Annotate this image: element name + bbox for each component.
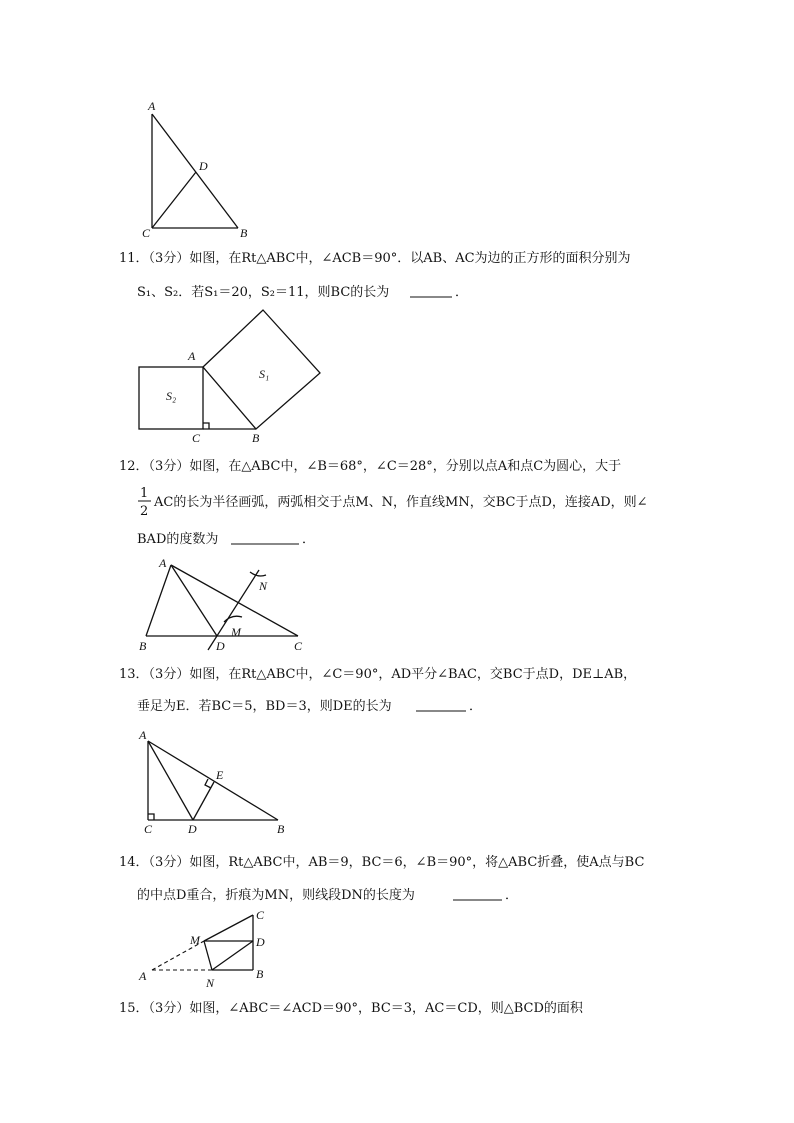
- segment-ad: [148, 741, 193, 820]
- segment-ab: [148, 741, 278, 820]
- label-d: D: [256, 935, 265, 949]
- label-b: B: [240, 226, 248, 240]
- label-m: M: [231, 625, 241, 639]
- segment-ad: [171, 565, 217, 636]
- label-b: B: [139, 639, 147, 653]
- q11-line2: S₁、S₂．若S₁＝20，S₂＝11，则BC的长为: [137, 285, 390, 300]
- label-c: C: [142, 226, 151, 240]
- segment-ab: [146, 565, 171, 636]
- segment-mc: [204, 915, 253, 941]
- q14-line2-end: ．: [505, 888, 519, 903]
- right-angle-mark-e: [205, 779, 211, 788]
- label-a: A: [188, 349, 196, 363]
- label-c: C: [294, 639, 303, 653]
- label-b: B: [277, 822, 285, 836]
- label-a: A: [139, 728, 147, 742]
- q15-line1: 15．（3分）如图，∠ABC＝∠ACD＝90°，BC＝3，AC＝CD，则△BCD的面积: [119, 1001, 583, 1016]
- figure-q11-squares: [139, 310, 320, 445]
- q12-line3: BAD的度数为: [137, 532, 219, 547]
- label-a: A: [139, 969, 147, 983]
- label-c: C: [144, 822, 153, 836]
- q13-line2: 垂足为E．若BC＝5，BD＝3，则DE的长为: [137, 699, 392, 714]
- label-e: E: [216, 768, 224, 782]
- q13-line2-end: ．: [469, 699, 483, 714]
- figure-q14-fold: [138, 908, 265, 990]
- label-s1: S₁: [259, 367, 270, 381]
- q12-line1: 12．（3分）如图，在△ABC中，∠B＝68°，∠C＝28°，分别以点A和点C为圆心，大于: [119, 459, 622, 474]
- figure-q12-construction: [139, 556, 303, 653]
- q12-line3-end: ．: [302, 532, 316, 547]
- q14-line1: 14．（3分）如图，Rt△ABC中，AB＝9，BC＝6，∠B＝90°，将△ABC折叠，使A点与BC: [119, 855, 645, 870]
- q13-line1: 13．（3分）如图，在Rt△ABC中，∠C＝90°，AD平分∠BAC，交BC于点D，DE⊥AB，: [119, 667, 637, 682]
- label-b: B: [252, 431, 260, 445]
- label-d: D: [216, 639, 225, 653]
- segment-mn: [204, 941, 212, 970]
- label-m: M: [190, 933, 200, 947]
- q12-frac-num: 1: [140, 486, 149, 501]
- label-a: A: [159, 556, 167, 570]
- label-c: C: [192, 431, 201, 445]
- q11-line2-end: ．: [455, 285, 469, 300]
- label-b: B: [256, 967, 264, 981]
- label-s2: S₂: [166, 389, 177, 403]
- q11-line1: 11．（3分）如图，在Rt△ABC中，∠ACB＝90°．以AB、AC为边的正方形的面积分别为: [119, 251, 631, 266]
- figure-q10-triangle: [142, 99, 248, 240]
- right-angle-mark-c: [148, 814, 154, 820]
- right-angle-mark: [203, 423, 209, 429]
- figure-q13-triangle: [138, 728, 285, 836]
- q12-frac-den: 2: [140, 504, 149, 519]
- segment-nd: [212, 941, 253, 970]
- label-a: A: [148, 99, 156, 113]
- q14-line2: 的中点D重合，折痕为MN，则线段DN的长度为: [137, 888, 415, 903]
- label-n: N: [259, 579, 268, 593]
- label-n: N: [206, 976, 215, 990]
- q12-line2: AC的长为半径画弧，两弧相交于点M、N，作直线MN，交BC于点D，连接AD，则∠: [154, 495, 648, 510]
- label-c: C: [256, 908, 265, 922]
- label-d: D: [199, 159, 208, 173]
- label-d: D: [188, 822, 197, 836]
- segment-cd: [152, 172, 196, 228]
